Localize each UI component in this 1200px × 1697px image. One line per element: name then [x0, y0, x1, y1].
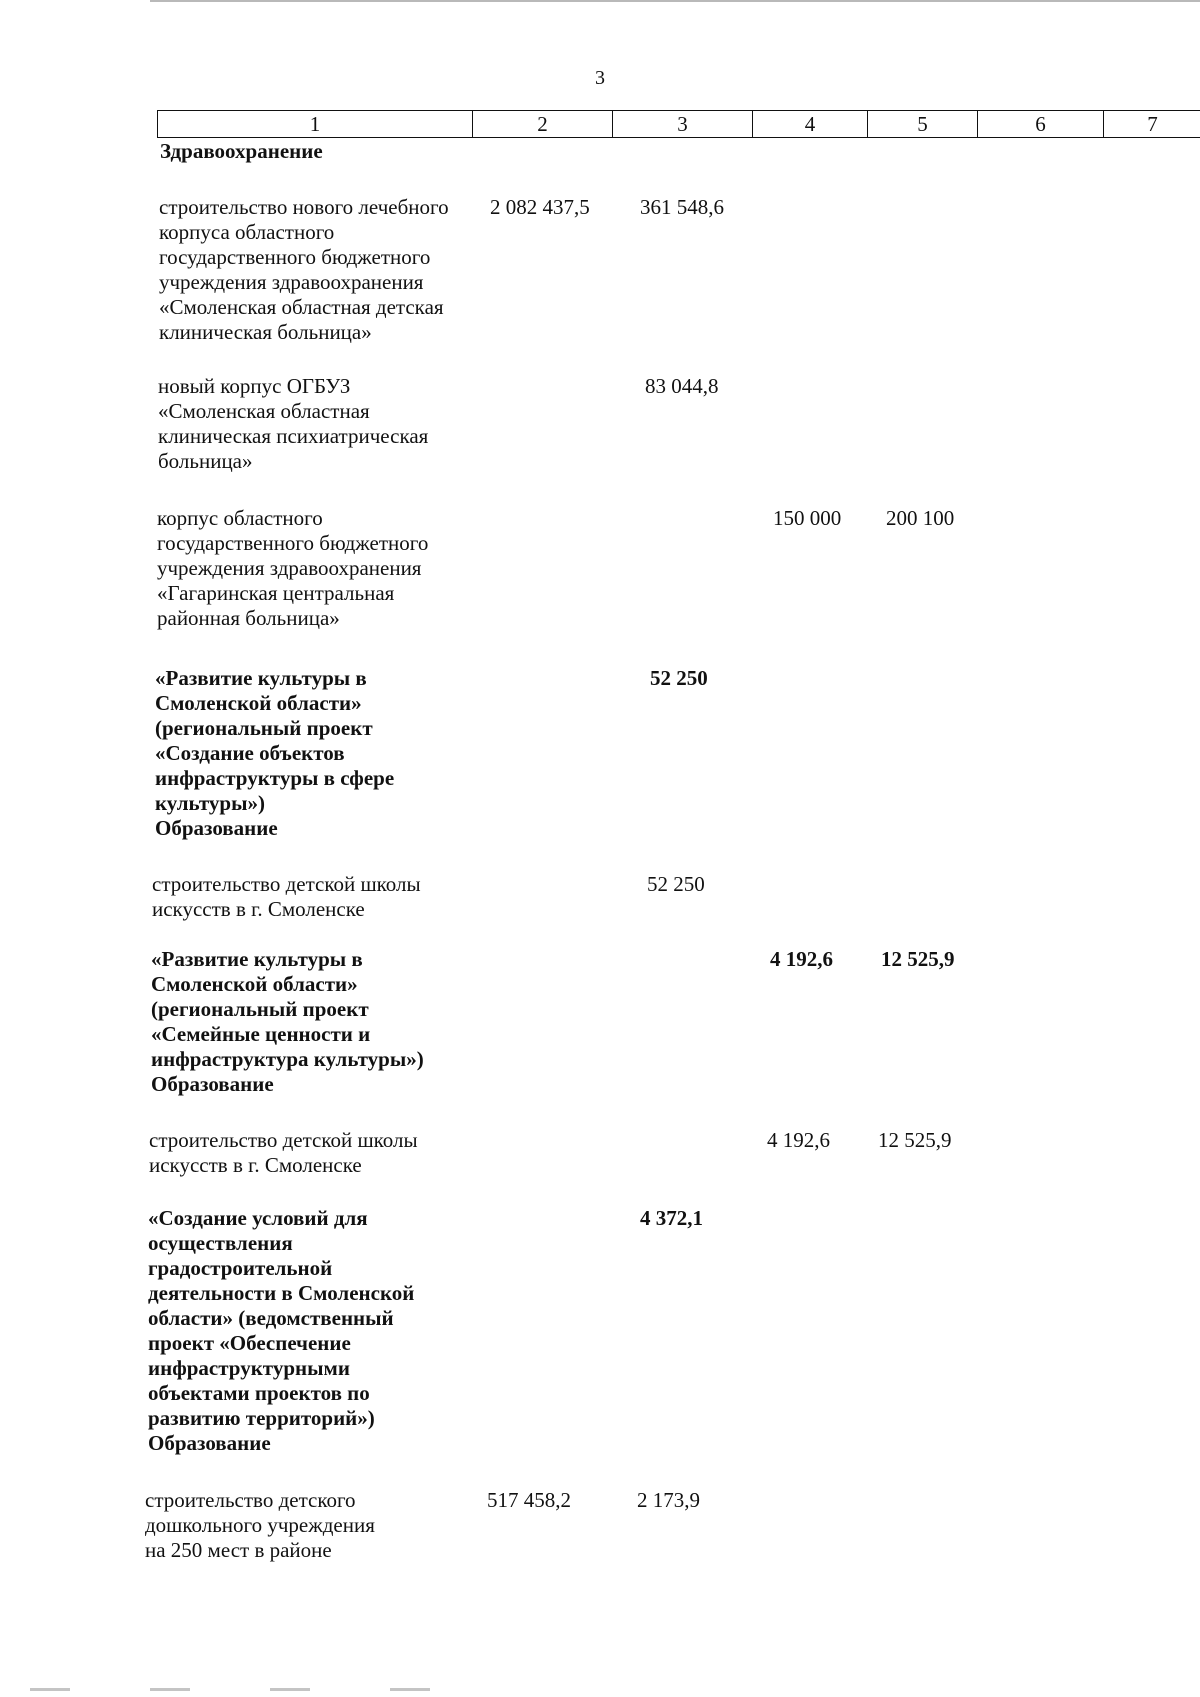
value-col-3: 52 250	[650, 666, 708, 690]
value-col-3: 361 548,6	[640, 195, 724, 219]
value-col-5: 12 525,9	[878, 1128, 952, 1152]
row-name: корпус областного государственного бюджетного учреждения здравоохранения «Гагаринская центральная районная больница»	[157, 506, 429, 630]
column-number-5: 5	[868, 111, 978, 138]
row-name: новый корпус ОГБУЗ «Смоленская областная клиническая психиатрическая больница»	[158, 374, 429, 473]
header-row	[158, 111, 1200, 138]
row-name: «Развитие культуры в Смоленской области» (региональный проект «Семейные ценности и инфраструктура культуры») Образование	[151, 947, 424, 1096]
row-name: строительство детского дошкольного учреждения на 250 мест в районе	[145, 1488, 375, 1562]
value-col-3: 4 372,1	[640, 1206, 703, 1230]
column-number-4: 4	[753, 111, 868, 138]
row-name: строительство детской школы искусств в г. Смоленске	[152, 872, 421, 921]
value-col-3: 52 250	[647, 872, 705, 896]
value-col-4: 4 192,6	[770, 947, 833, 971]
value-col-2: 2 082 437,5	[490, 195, 590, 219]
column-number-7: 7	[1104, 111, 1200, 138]
row-name: Здравоохранение	[160, 139, 323, 163]
value-col-3: 83 044,8	[645, 374, 719, 398]
column-number-header	[157, 110, 1200, 138]
row-name: «Создание условий для осуществления градостроительной деятельности в Смоленской области» (ведомственный проект «Обеспечение инфраструктурными объектами проектов по развитию территорий») Образование	[148, 1206, 415, 1455]
value-col-5: 12 525,9	[881, 947, 955, 971]
scan-edge-line	[150, 0, 1200, 2]
column-number-3: 3	[613, 111, 753, 138]
row-name: «Развитие культуры в Смоленской области» (региональный проект «Создание объектов инфраструктуры в сфере культуры») Образование	[155, 666, 395, 840]
value-col-4: 150 000	[773, 506, 842, 530]
column-number-1: 1	[158, 111, 473, 138]
column-number-2: 2	[473, 111, 613, 138]
value-col-3: 2 173,9	[637, 1488, 700, 1512]
row-name: строительство нового лечебного корпуса областного государственного бюджетного учреждения здравоохранения «Смоленская областная детская клиническая больница»	[159, 195, 449, 344]
value-col-5: 200 100	[886, 506, 955, 530]
page-number: 3	[595, 67, 605, 89]
row-name: строительство детской школы искусств в г. Смоленске	[149, 1128, 418, 1177]
value-col-4: 4 192,6	[767, 1128, 830, 1152]
column-number-6: 6	[978, 111, 1104, 138]
value-col-2: 517 458,2	[487, 1488, 571, 1512]
scan-edge-marks	[30, 1688, 430, 1691]
